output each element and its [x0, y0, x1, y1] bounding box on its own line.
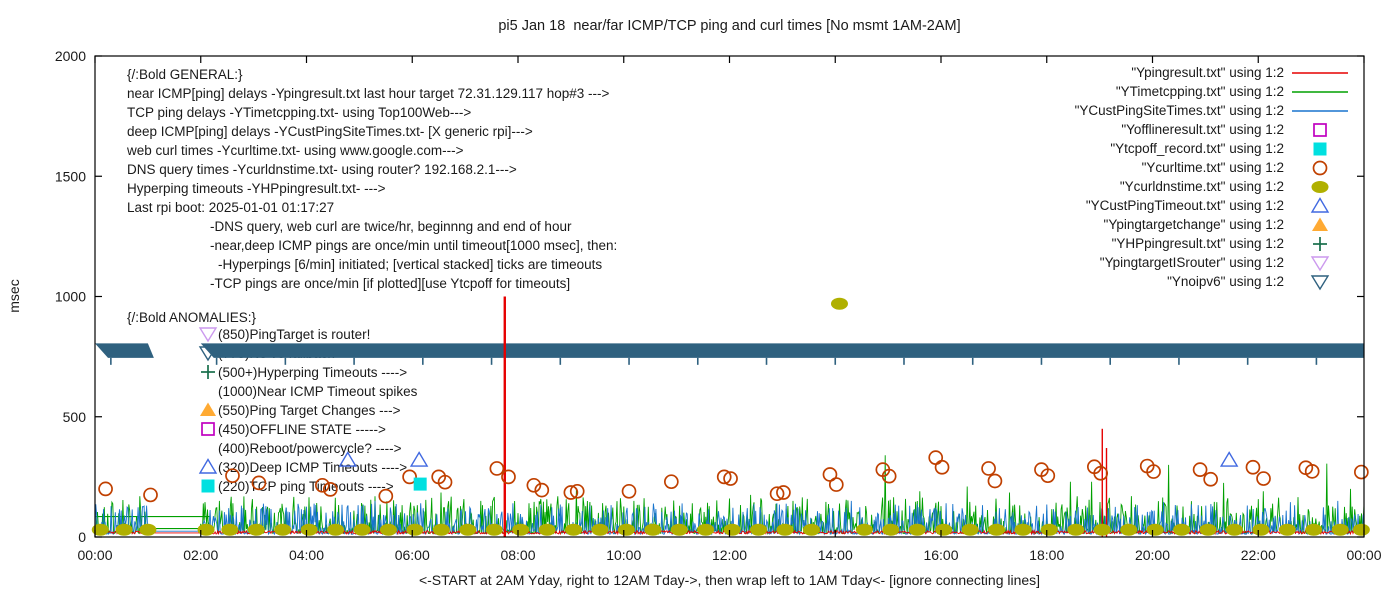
annotation-line: -TCP pings are once/min [if plotted][use Ytcpoff for timeouts] — [210, 276, 571, 291]
series-Ycurltime.txt-point — [988, 474, 1001, 487]
series-Ycurldnstime.txt-point — [565, 524, 582, 536]
series-Ycurldnstime.txt-point — [1173, 524, 1190, 536]
legend-label: "Ycurldnstime.txt" using 1:2 — [1119, 179, 1284, 194]
annotation-line: (500+)Hyperping Timeouts ----> — [218, 365, 408, 380]
y-tick-label: 1500 — [54, 168, 86, 185]
series-Ycurldnstime.txt-point — [512, 524, 529, 536]
series-Ycurldnstime.txt-point — [1014, 524, 1031, 536]
y-tick-label: 1000 — [54, 288, 86, 305]
series-Ycurltime.txt-point — [99, 482, 112, 495]
series-Ycurldnstime.txt-point — [1147, 524, 1164, 536]
series-Ycurldnstime.txt-point — [221, 524, 238, 536]
x-tick-label: 04:00 — [288, 547, 325, 563]
series-Ycurldnstime.txt-point — [1067, 524, 1084, 536]
series-Ycurltime.txt-point — [1246, 461, 1259, 474]
annotation-line: (850)PingTarget is router! — [218, 327, 371, 342]
series-Ycurldnstime.txt-point — [1353, 524, 1370, 536]
series-Ycurldnstime.txt-point — [618, 524, 635, 536]
annotation-line: deep ICMP[ping] delays -YCustPingSiteTimes.txt- [X generic rpi]---> — [127, 124, 533, 139]
legend-label: "YCustPingSiteTimes.txt" using 1:2 — [1074, 103, 1284, 118]
legend-marker — [1312, 257, 1328, 270]
annotation-marker — [200, 403, 216, 417]
series-Ycurldnstime.txt-point — [962, 524, 979, 536]
series-Ycurldnstime.txt-point — [777, 524, 794, 536]
x-tick-label: 00:00 — [77, 547, 113, 563]
x-tick-label: 20:00 — [1134, 547, 1171, 563]
legend-label: "Ynoipv6" using 1:2 — [1167, 274, 1284, 289]
series-Ycurldnstime.txt-point — [988, 524, 1005, 536]
legend-label: "YTimetcpping.txt" using 1:2 — [1115, 84, 1284, 99]
series-Ycurldnstime.txt-point — [433, 524, 450, 536]
legend-marker — [1312, 199, 1328, 213]
annotation-line: -DNS query, web curl are twice/hr, beginnng and end of hour — [210, 219, 572, 234]
series-Ycurltime.txt-point — [1194, 463, 1207, 476]
series-Ycurldnstime.txt-point — [1279, 524, 1296, 536]
series-Ycurldnstime.txt-point — [248, 524, 265, 536]
series-Ycurldnstime.txt-point — [1041, 524, 1058, 536]
series-Ycurldnstime.txt-point — [935, 524, 952, 536]
series-Ycurltime.txt-point — [1204, 473, 1217, 486]
annotation-marker — [202, 423, 214, 435]
series-Ycurldnstime.txt-point — [327, 524, 344, 536]
series-Ynoipv6-band — [201, 343, 1364, 357]
annotation-line: (550)Ping Target Changes ---> — [218, 403, 401, 418]
annotation-line: -Hyperpings [6/min] initiated; [vertical stacked] ticks are timeouts — [218, 257, 603, 272]
series-Ycurldnstime.txt-point — [274, 524, 291, 536]
series-Ycurldnstime.txt-point — [1226, 524, 1243, 536]
annotation-line: (450)OFFLINE STATE -----> — [218, 422, 386, 437]
series-YCustPingTimeout.txt-point — [1221, 453, 1237, 467]
series-Ycurldnstime.txt-point — [1252, 524, 1269, 536]
series-Ycurltime.txt-point — [1355, 466, 1368, 479]
annotation-line: DNS query times -Ycurldnstime.txt- using router? 192.168.2.1---> — [127, 162, 517, 177]
annotation-marker — [202, 480, 215, 493]
series-Ycurltime.txt-point — [623, 485, 636, 498]
series-Ycurltime.txt-point — [665, 475, 678, 488]
series-Ycurldnstime.txt-point — [1305, 524, 1322, 536]
series-Ycurldnstime.txt-point — [671, 524, 688, 536]
series-Ycurldnstime.txt-point — [139, 524, 156, 536]
legend-marker — [1314, 143, 1327, 156]
series-Ycurldnstime.txt-point — [882, 524, 899, 536]
legend-label: "YCustPingTimeout.txt" using 1:2 — [1085, 198, 1284, 213]
series-Ycurltime.txt-point — [1257, 472, 1270, 485]
annotation-marker — [200, 460, 216, 474]
annotation-line: web curl times -Ycurltime.txt- using www.google.com---> — [127, 143, 464, 158]
legend-marker — [1312, 218, 1328, 232]
series-Ycurltime.txt-point — [144, 488, 157, 501]
x-tick-label: 08:00 — [500, 547, 536, 563]
x-axis-label: <-START at 2AM Yday, right to 12AM Tday->, then wrap left to 1AM Tday<- [ignore connecting lines] — [418, 572, 1041, 588]
series-Ycurldnstime.txt-point — [856, 524, 873, 536]
series-Ycurldnstime.txt-point — [1120, 524, 1137, 536]
x-tick-label: 00:00 — [1346, 547, 1382, 563]
series-Ycurldnstime.txt-point — [909, 524, 926, 536]
legend-marker — [1314, 162, 1327, 175]
y-tick-label: 0 — [78, 529, 86, 545]
x-tick-label: 14:00 — [817, 547, 853, 563]
annotation-line: Last rpi boot: 2025-01-01 01:17:27 — [127, 200, 335, 215]
series-Ycurldnstime.txt-point — [354, 524, 371, 536]
annotation-line: (400)Reboot/powercycle? ----> — [218, 441, 402, 456]
legend-label: "Yofflineresult.txt" using 1:2 — [1121, 122, 1284, 137]
annotation-line: TCP ping delays -YTimetcpping.txt- using Top100Web---> — [127, 105, 472, 120]
series-Ycurldnstime.txt-point — [591, 524, 608, 536]
series-Ycurldnstime.txt-point — [459, 524, 476, 536]
series-Ycurltime.txt-point — [936, 461, 949, 474]
x-tick-label: 10:00 — [606, 547, 642, 563]
annotation-line: (220)TCP ping Timeouts ----> — [218, 479, 394, 494]
annotation-marker — [200, 328, 216, 341]
series-Ycurldnstime.txt-point — [1094, 524, 1111, 536]
legend-label: "Ypingtargetchange" using 1:2 — [1103, 217, 1284, 232]
series-Ycurldnstime.txt-point — [750, 524, 767, 536]
x-tick-label: 06:00 — [394, 547, 430, 563]
series-Ycurldnstime.txt-point — [1200, 524, 1217, 536]
y-axis-label: msec — [6, 279, 22, 313]
legend-marker — [1312, 276, 1328, 289]
series-Ycurldnstime.txt-point — [724, 524, 741, 536]
series-Ycurldnstime.txt-point — [301, 524, 318, 536]
y-tick-label: 2000 — [54, 48, 86, 64]
chart-title: pi5 Jan 18 near/far ICMP/TCP ping and curl times [No msmt 1AM-2AM] — [498, 18, 961, 34]
legend-marker — [1312, 181, 1329, 193]
series-Ycurldnstime.txt-point — [831, 298, 848, 310]
x-tick-label: 16:00 — [923, 547, 959, 563]
legend-label: "YpingtargetISrouter" using 1:2 — [1099, 255, 1284, 270]
series-Ycurldnstime.txt-point — [644, 524, 661, 536]
series-Ycurldnstime.txt-point — [92, 524, 109, 536]
series-Ycurldnstime.txt-point — [198, 524, 215, 536]
series-Ynoipv6-band — [95, 343, 154, 357]
legend-marker — [1313, 237, 1327, 251]
annotation-general-heading: {/:Bold GENERAL:} — [127, 67, 243, 82]
x-tick-label: 22:00 — [1240, 547, 1276, 563]
x-tick-label: 12:00 — [711, 547, 748, 563]
series-Ycurldnstime.txt-point — [486, 524, 503, 536]
series-Ycurldnstime.txt-point — [697, 524, 714, 536]
series-Ycurldnstime.txt-point — [116, 524, 133, 536]
annotation-line: (1000)Near ICMP Timeout spikes — [218, 384, 418, 399]
annotation-line: near ICMP[ping] delays -Ypingresult.txt last hour target 72.31.129.117 hop#3 ---> — [127, 86, 610, 101]
series-Ycurltime.txt-point — [490, 462, 503, 475]
x-tick-label: 02:00 — [183, 547, 219, 563]
series-Ycurltime.txt-point — [929, 451, 942, 464]
legend-label: "Ytcpoff_record.txt" using 1:2 — [1110, 141, 1284, 156]
annotation-line: Hyperping timeouts -YHPpingresult.txt- ---> — [127, 181, 386, 196]
legend-label: "Ypingresult.txt" using 1:2 — [1131, 65, 1284, 80]
series-Ycurldnstime.txt-point — [1332, 524, 1349, 536]
annotation-line: -near,deep ICMP pings are once/min until timeout[1000 msec], then: — [210, 238, 618, 253]
annotation-line: (320)Deep ICMP Timeouts ----> — [218, 460, 408, 475]
series-Ytcpoff_record.txt-point — [414, 478, 427, 491]
series-Ycurltime.txt-point — [982, 462, 995, 475]
series-Ycurltime.txt-point — [830, 478, 843, 491]
series-Ycurldnstime.txt-point — [406, 524, 423, 536]
series-Ycurldnstime.txt-point — [803, 524, 820, 536]
y-tick-label: 500 — [62, 408, 86, 425]
legend-label: "YHPpingresult.txt" using 1:2 — [1111, 236, 1284, 251]
series-Ycurldnstime.txt-point — [539, 524, 556, 536]
series-YCustPingTimeout.txt-point — [411, 453, 427, 467]
annotation-marker — [201, 365, 215, 379]
series-Ycurldnstime.txt-point — [380, 524, 397, 536]
legend-marker — [1314, 124, 1326, 136]
x-tick-label: 18:00 — [1029, 547, 1065, 563]
legend-label: "Ycurltime.txt" using 1:2 — [1141, 160, 1284, 175]
annotation-anomalies-heading: {/:Bold ANOMALIES:} — [127, 310, 257, 325]
